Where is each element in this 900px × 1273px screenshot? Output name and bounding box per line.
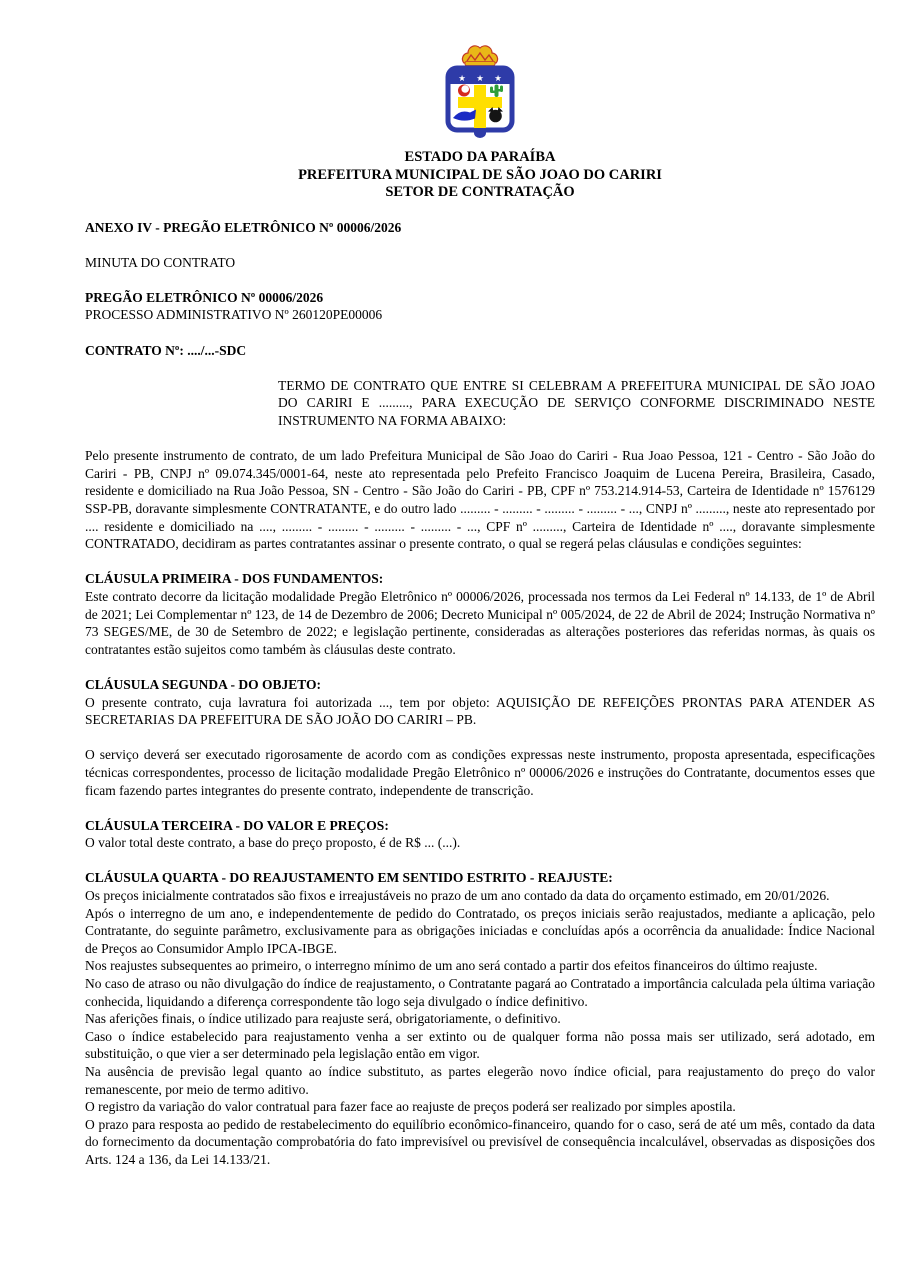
clause-paragraph: Este contrato decorre da licitação modalidade Pregão Eletrônico nº 00006/2026, processada nos termos da Lei Federal nº 14.133, de 1º de Abril de 2021; Lei Complementar nº 123, de 14 de Dezembro de 2006; Decreto Municipal nº 005/2024, de 22 de Abril de 2024; Instrução Normativa nº 73 SEGES/ME, de 30 de Setembro de 2022; e legislação pertinente, consideradas as alterações posteriores das referidas normas, às quais os contratantes estão sujeitos como também às cláusulas deste contrato.	[85, 588, 875, 657]
clause-paragraph: No caso de atraso ou não divulgação do índice de reajustamento, o Contratante pagará ao Contratado a importância calculada pela última variação conhecida, liquidando a diferença correspondente tão logo seja divulgado o índice definitivo.	[85, 976, 875, 1009]
shield-bottom-tab	[474, 130, 486, 138]
anexo-title: ANEXO IV - PREGÃO ELETRÔNICO Nº 00006/2026	[85, 219, 402, 235]
clause-paragraph: Nos reajustes subsequentes ao primeiro, o interregno mínimo de um ano será contado a partir dos efeitos financeiros do último reajuste.	[85, 958, 818, 974]
preamble-paragraph: Pelo presente instrumento de contrato, de um lado Prefeitura Municipal de São Joao do Cariri - Rua Joao Pessoa, 121 - Centro - São João do Cariri - PB, CNPJ nº 09.074.345/0001-64, neste ato representada pelo Prefeito Francisco Joaquim de Lucena Pereira, Brasileira, Casado, residente e domiciliado na Rua João Pessoa, SN - Centro - São João do Cariri - PB, CPF nº 753.214.914-53, Carteira de Identidade nº 1576129 SSP-PB, doravante simplesmente CONTRATANTE, e do outro lado ......... - ......... - ......... - ......... - ..., CNPJ nº ........., neste ato representado por .... residente e domiciliado na ...., ......... - ......... - ......... - ......... - ..., CPF nº ........., Carteira de Identidade nº ...., doravante simplesmente CONTRATADO, decidiram as partes contratantes assinar o presente contrato, o qual se regerá pelas cláusulas e condições seguintes:	[85, 448, 875, 552]
minuta-label: MINUTA DO CONTRATO	[85, 254, 236, 270]
coat-of-arms-graphic	[439, 42, 521, 142]
clause-title: CLÁUSULA TERCEIRA - DO VALOR E PREÇOS:	[85, 817, 389, 833]
clause-title: CLÁUSULA SEGUNDA - DO OBJETO:	[85, 676, 322, 692]
termo-recital: TERMO DE CONTRATO QUE ENTRE SI CELEBRAM A PREFEITURA MUNICIPAL DE SÃO JOAO DO CARIRI E ........., PARA EXECUÇÃO DE SERVIÇO CONFORME DISCRIMINADO NESTE INSTRUMENTO NA FORMA ABAIXO:	[278, 377, 875, 429]
clause-paragraph: Nas aferições finais, o índice utilizado para reajuste será, obrigatoriamente, o definitivo.	[85, 1011, 561, 1027]
clause-paragraph: Os preços inicialmente contratados são fixos e irreajustáveis no prazo de um ano contado da data do orçamento estimado, em 20/01/2026.	[85, 888, 830, 904]
letterhead	[85, 149, 875, 202]
clause-paragraph: Caso o índice estabelecido para reajustamento venha a ser extinto ou de qualquer forma não possa mais ser utilizado, será adotado, em substituição, o que vier a ser determinado pela legislação então em vigor.	[85, 1028, 875, 1062]
clause-paragraph: O registro da variação do valor contratual para fazer face ao reajuste de preços poderá ser realizado por simples apostila.	[85, 1099, 736, 1115]
clause-title: CLÁUSULA PRIMEIRA - DOS FUNDAMENTOS:	[85, 571, 384, 587]
star-icon: ★	[458, 74, 466, 84]
clause-paragraph: O serviço deverá ser executado rigorosamente de acordo com as condições expressas neste instrumento, proposta apresentada, especificações técnicas correspondentes, processo de licitação modalidade Pregão Eletrônico nº 00006/2026 e instruções do Contratante, documentos esses que ficam fazendo partes integrantes do presente contrato, independente de transcrição.	[85, 747, 875, 798]
clause-paragraph: O prazo para resposta ao pedido de restabelecimento do equilíbrio econômico-financeiro, quando for o caso, será de até um mês, contado da data do fornecimento da documentação comprobatória do fato imprevisível ou previsível de consequência incalculável, observadas as disposições dos Arts. 124 a 136, da Lei 14.133/21.	[85, 1116, 875, 1167]
processo-number: PROCESSO ADMINISTRATIVO Nº 260120PE00006	[85, 307, 383, 323]
star-icon: ★	[476, 74, 484, 84]
crescent-inner	[461, 85, 469, 93]
clause-paragraph: O presente contrato, cuja lavratura foi autorizada ..., tem por objeto: AQUISIÇÃO DE REFEIÇÕES PRONTAS PARA ATENDER AS SECRETARIAS DA PREFEITURA DE SÃO JOÃO DO CARIRI – PB.	[85, 694, 875, 728]
letterhead-department: SETOR DE CONTRATAÇÃO	[385, 184, 575, 200]
clause-paragraph: Na ausência de previsão legal quanto ao índice substituto, as partes elegerão novo índice oficial, para reajustamento do preço do valor remanescente, por meio de termo aditivo.	[85, 1064, 875, 1097]
clause-title: CLÁUSULA QUARTA - DO REAJUSTAMENTO EM SENTIDO ESTRITO - REAJUSTE:	[85, 870, 613, 886]
letterhead-municipality: PREFEITURA MUNICIPAL DE SÃO JOAO DO CARIRI	[298, 166, 662, 183]
contract-body	[85, 219, 875, 1169]
cross-icon	[458, 97, 502, 108]
clause-paragraph: O valor total deste contrato, a base do preço proposto, é de R$ ... (...).	[85, 835, 461, 851]
star-icon: ★	[494, 74, 502, 84]
clause-paragraph: Após o interregno de um ano, e independentemente de pedido do Contratado, os preços iniciais serão reajustados, mediante a aplicação, pelo Contratante, do seguinte parâmetro, exclusivamente para as obrigações iniciadas e concluídas após a ocorrência da anualidade: Índice Nacional de Preços ao Consumidor Amplo IPCA-IBGE.	[85, 905, 875, 956]
municipal-coat-of-arms	[85, 42, 875, 142]
contrato-number: CONTRATO Nº: ..../...-SDC	[85, 342, 247, 358]
pregao-number: PREGÃO ELETRÔNICO Nº 00006/2026	[85, 289, 324, 305]
crown-base	[465, 62, 495, 66]
letterhead-state: ESTADO DA PARAÍBA	[404, 149, 556, 165]
